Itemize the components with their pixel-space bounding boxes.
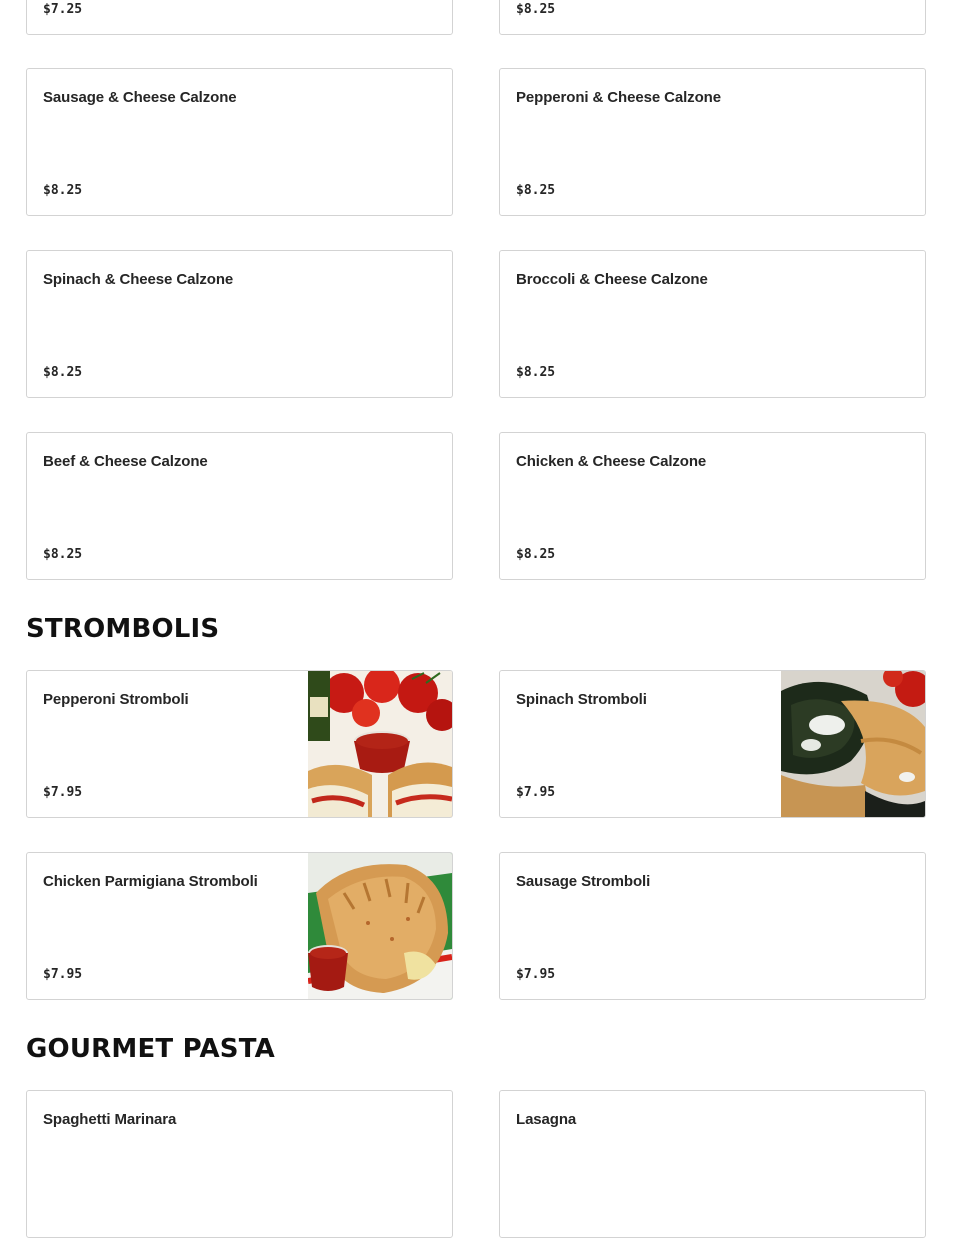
menu-item-card[interactable] (499, 250, 926, 398)
item-price: $8.25 (516, 183, 556, 198)
menu-item-card[interactable] (26, 0, 453, 35)
item-name: Lasagna (516, 1111, 577, 1128)
item-name: Spaghetti Marinara (43, 1111, 177, 1128)
item-price: $7.95 (43, 967, 83, 982)
menu-item-card[interactable] (26, 68, 453, 216)
item-name: Pepperoni & Cheese Calzone (516, 89, 721, 106)
spinach-stromboli-photo (781, 671, 925, 817)
pepperoni-stromboli-photo (308, 671, 452, 817)
section-heading-gourmet-pasta: GOURMET PASTA (26, 1034, 275, 1064)
menu-item-card[interactable] (499, 68, 926, 216)
item-price: $8.25 (43, 365, 83, 380)
item-name: Sausage Stromboli (516, 873, 651, 890)
item-price: $8.25 (516, 2, 556, 17)
item-name: Sausage & Cheese Calzone (43, 89, 237, 106)
menu-item-card[interactable] (499, 432, 926, 580)
menu-item-card[interactable] (26, 250, 453, 398)
item-name: Chicken & Cheese Calzone (516, 453, 707, 470)
menu-item-card[interactable] (499, 670, 926, 818)
menu-item-card[interactable] (499, 0, 926, 35)
item-price: $7.95 (516, 967, 556, 982)
item-price: $7.25 (43, 2, 83, 17)
item-name: Spinach Stromboli (516, 691, 647, 708)
menu-item-card[interactable] (26, 670, 453, 818)
item-price: $8.25 (43, 183, 83, 198)
menu-item-card[interactable] (26, 1090, 453, 1238)
menu-item-card[interactable] (26, 432, 453, 580)
item-name: Beef & Cheese Calzone (43, 453, 208, 470)
menu-item-card[interactable] (499, 852, 926, 1000)
item-price: $8.25 (516, 547, 556, 562)
item-price: $7.95 (43, 785, 83, 800)
item-name: Pepperoni Stromboli (43, 691, 189, 708)
item-price: $8.25 (516, 365, 556, 380)
item-price: $8.25 (43, 547, 83, 562)
item-name: Chicken Parmigiana Stromboli (43, 873, 258, 890)
item-price: $7.95 (516, 785, 556, 800)
item-name: Spinach & Cheese Calzone (43, 271, 234, 288)
item-name: Broccoli & Cheese Calzone (516, 271, 708, 288)
menu-item-card[interactable] (26, 852, 453, 1000)
chicken-parmigiana-stromboli-photo (308, 853, 452, 999)
menu-item-card[interactable] (499, 1090, 926, 1238)
section-heading-strombolis: STROMBOLIS (26, 614, 220, 644)
